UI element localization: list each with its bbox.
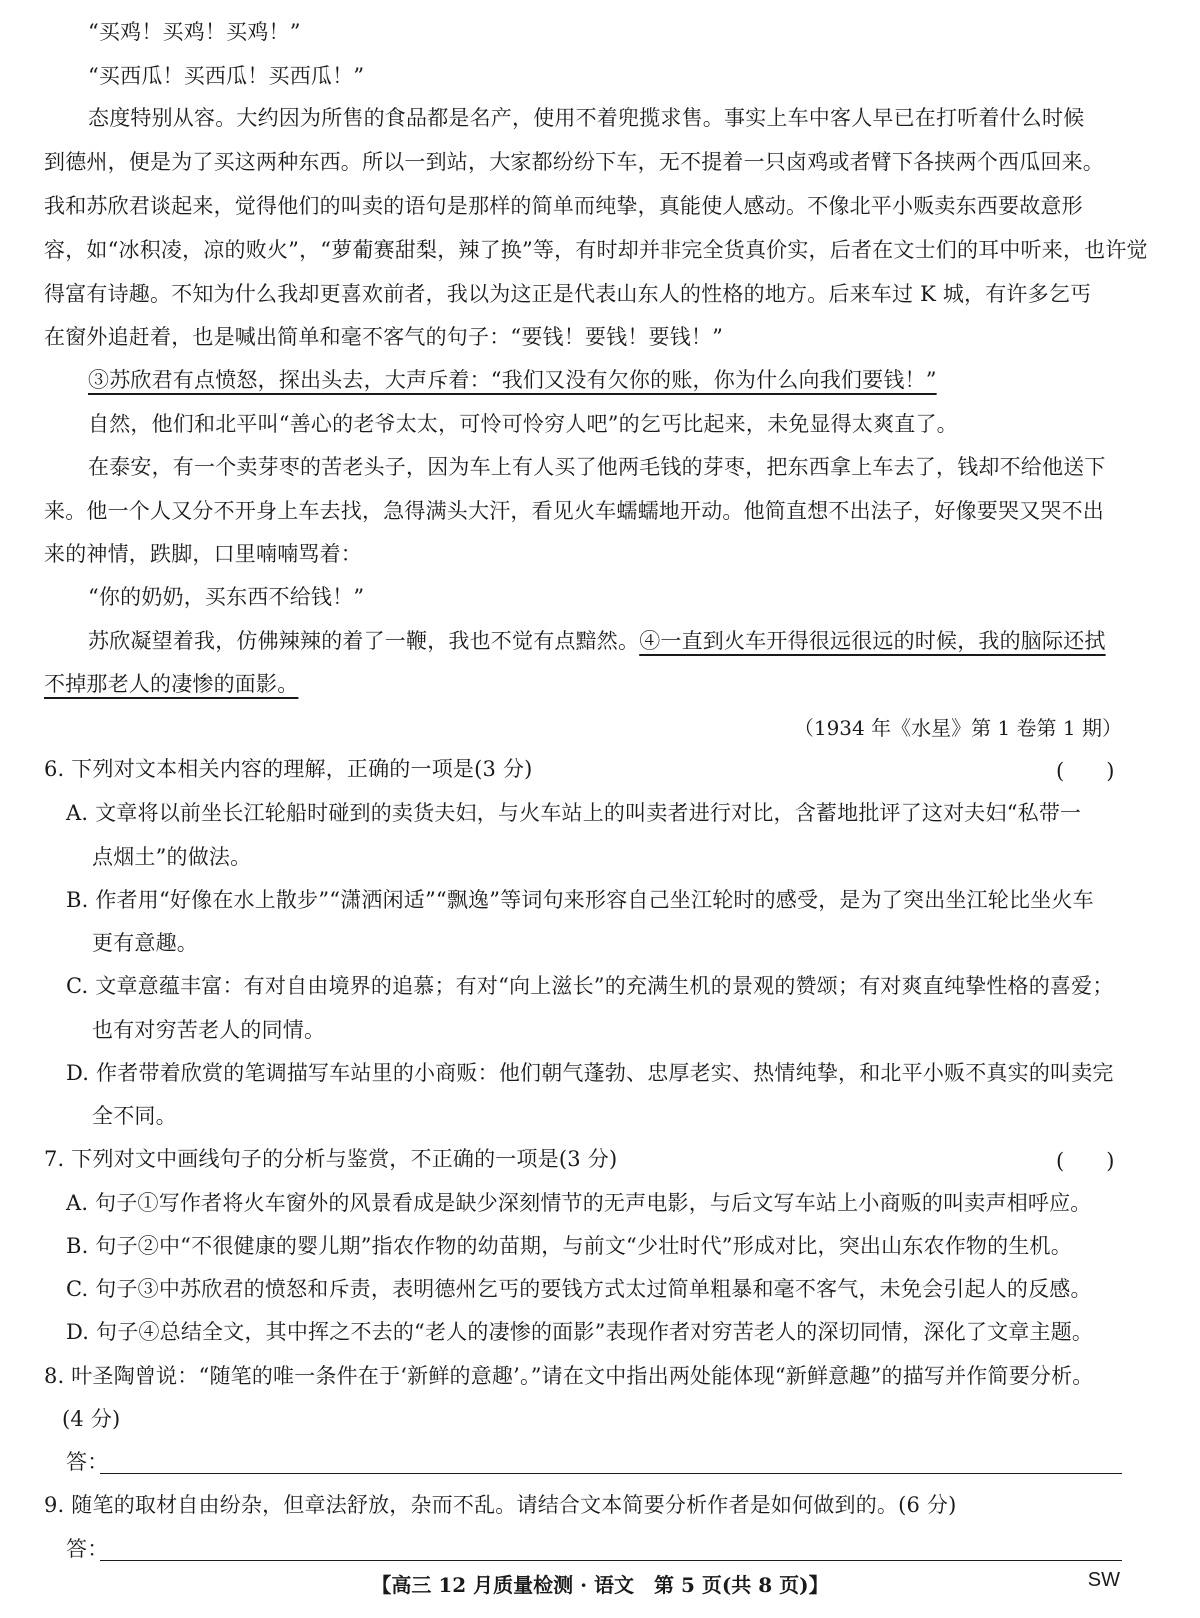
passage-paragraph-line: 得富有诗趣。不知为什么我却更喜欢前者，我以为这正是代表山东人的性格的地方。后来车过 K 城，有许多乞丐	[44, 282, 1092, 306]
question-8-score: (4 分)	[62, 1407, 121, 1431]
question-6-answer-bracket: ( )	[1056, 759, 1115, 783]
passage-chant-chicken: “买鸡！买鸡！买鸡！”	[88, 20, 301, 44]
passage-paragraph-line: 在泰安，有一个卖芽枣的苦老头子，因为车上有人买了他两毛钱的芽枣，把东西拿上车去了，钱却不给他送下	[88, 455, 1106, 479]
question-8-stem: 8. 叶圣陶曾说：“随笔的唯一条件在于‘新鲜的意趣’。”请在文中指出两处能体现“新鲜意趣”的描写并作简要分析。	[44, 1364, 1094, 1388]
question-7-stem: 7. 下列对文中画线句子的分析与鉴赏，不正确的一项是(3 分)	[44, 1147, 618, 1171]
page-footer: 【高三 12 月质量检测 · 语文 第 5 页(共 8 页)】	[371, 1573, 829, 1597]
underlined-sentence-3: ③苏欣君有点愤怒，探出头去，大声斥着：“我们又没有欠你的账，你为什么向我们要钱！”	[88, 368, 937, 392]
passage-chant-watermelon: “买西瓜！买西瓜！买西瓜！”	[88, 64, 365, 88]
passage-paragraph-line	[88, 627, 1106, 655]
question-6-option-a: A. 文章将以前坐长江轮船时碰到的卖货夫妇，与火车站上的叫卖者进行对比，含蓄地批评了这对夫妇“私带一	[66, 801, 1082, 825]
passage-paragraph-line: 自然，他们和北平叫“善心的老爷太太，可怜可怜穷人吧”的乞丐比起来，未免显得太爽直了。	[88, 412, 958, 436]
question-6-option-c-continued: 也有对穷苦老人的同情。	[92, 1018, 326, 1042]
passage-paragraph-text: 苏欣凝望着我，仿佛辣辣的着了一鞭，我也不觉有点黯然。	[88, 629, 640, 653]
question-6-option-a-continued: 点烟土”的做法。	[92, 845, 252, 869]
passage-paragraph-line: 来的神情，跌脚，口里喃喃骂着：	[44, 542, 362, 566]
underlined-sentence-4-continued: 不掉那老人的凄惨的面影。	[44, 672, 299, 696]
passage-paragraph-line: 来。他一个人又分不开身上车去找，急得满头大汗，看见火车蠕蠕地开动。他简直想不出法子，好像要哭又哭不出	[44, 499, 1104, 523]
question-6-option-b-continued: 更有意趣。	[92, 931, 198, 955]
question-6-option-c: C. 文章意蕴丰富：有对自由境界的追慕；有对“向上滋长”的充满生机的景观的赞颂；有对爽直纯挚性格的喜爱；	[66, 974, 1114, 998]
question-8-answer-label: 答：	[66, 1450, 109, 1474]
question-6-option-d: D. 作者带着欣赏的笔调描写车站里的小商贩：他们朝气蓬勃、忠厚老实、热情纯挚，和北平小贩不真实的叫卖完	[66, 1061, 1114, 1085]
question-6-option-b: B. 作者用“好像在水上散步”“潇洒闲适”“飘逸”等词句来形容自己坐江轮时的感受，是为了突出坐江轮比坐火车	[66, 888, 1094, 912]
question-7-option-c: C. 句子③中苏欣君的愤怒和斥责，表明德州乞丐的要钱方式太过简单粗暴和毫不客气，未免会引起人的反感。	[66, 1277, 1092, 1301]
question-6-stem: 6. 下列对文本相关内容的理解，正确的一项是(3 分)	[44, 757, 533, 781]
passage-paragraph-line: 在窗外追赶着，也是喊出简单和毫不客气的句子：“要钱！要钱！要钱！”	[44, 325, 724, 349]
passage-curse-line: “你的奶奶，买东西不给钱！”	[88, 585, 365, 609]
question-7-option-a: A. 句子①写作者将火车窗外的风景看成是缺少深刻情节的无声电影，与后文写车站上小商贩的叫卖声相呼应。	[66, 1191, 1092, 1215]
question-7-answer-bracket: ( )	[1056, 1149, 1115, 1173]
question-9-answer-line[interactable]	[100, 1560, 1122, 1561]
question-7-option-d: D. 句子④总结全文，其中挥之不去的“老人的凄惨的面影”表现作者对穷苦老人的深切同情，深化了文章主题。	[66, 1320, 1094, 1344]
question-9-stem: 9. 随笔的取材自由纷杂，但章法舒放，杂而不乱。请结合文本简要分析作者是如何做到的。(6 分)	[44, 1493, 957, 1517]
passage-paragraph-line: 到德州，便是为了买这两种东西。所以一到站，大家都纷纷下车，无不提着一只卤鸡或者臂下各挟两个西瓜回来。	[44, 150, 1104, 174]
footer-code: SW	[1087, 1569, 1120, 1591]
question-6-option-d-continued: 全不同。	[92, 1104, 177, 1128]
question-8-answer-line[interactable]	[100, 1473, 1122, 1474]
passage-paragraph-line: 态度特别从容。大约因为所售的食品都是名产，使用不着兜揽求售。事实上车中客人早已在打听着什么时候	[88, 106, 1085, 130]
passage-paragraph-line: 容，如“冰积凌，凉的败火”，“萝葡赛甜梨，辣了换”等，有时却并非完全货真价实，后者在文士们的耳中听来，也许觉	[44, 238, 1148, 262]
question-9-answer-label: 答：	[66, 1537, 109, 1561]
source-citation: （1934 年《水星》第 1 卷第 1 期）	[793, 716, 1122, 740]
passage-paragraph-line: 我和苏欣君谈起来，觉得他们的叫卖的语句是那样的简单而纯挚，真能使人感动。不像北平小贩卖东西要故意形	[44, 194, 1083, 218]
underlined-sentence-4: ④一直到火车开得很远很远的时候，我的脑际还拭	[639, 629, 1106, 653]
question-7-option-b: B. 句子②中“不很健康的婴儿期”指农作物的幼苗期，与前文“少壮时代”形成对比，突出山东农作物的生机。	[66, 1234, 1072, 1258]
